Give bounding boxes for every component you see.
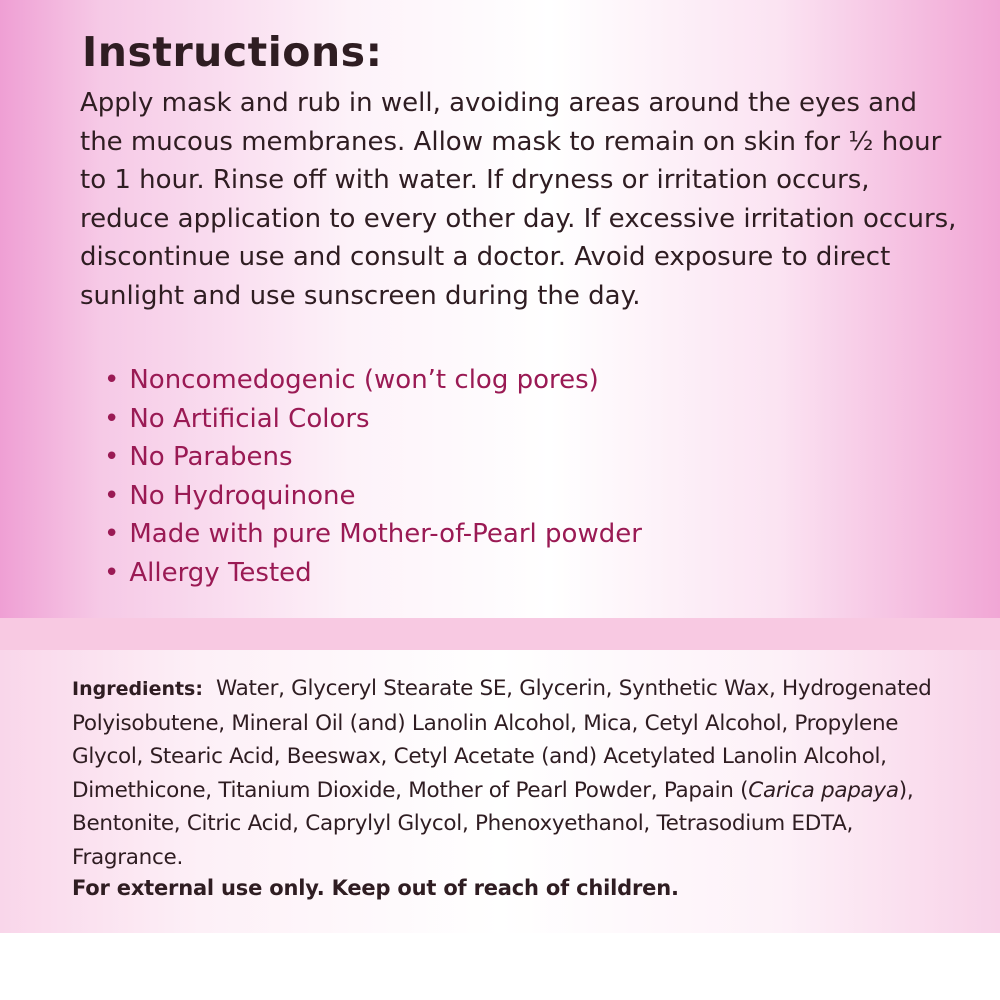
ingredients-list-part2: ), Bentonite, Citric Acid, Caprylyl Glycol, Phenoxyethanol, Tetrasodium EDTA, Fragrance. xyxy=(72,777,914,870)
benefit-item-no-hydroquinone: • No Hydroquinone xyxy=(104,477,642,516)
benefit-item-allergy-tested: • Allergy Tested xyxy=(104,554,642,593)
instructions-paragraph: Apply mask and rub in well, avoiding areas around the eyes and the mucous membranes. Allow mask to remain on skin for ½ hour to 1 hour. Rinse off with water. If dryness or irritation occurs, reduce application to every other day. If excessive irritation occurs, discontinue use and consult a doctor. Avoid exposure to direct sunlight and use sunscreen during the day. xyxy=(80,88,957,311)
benefits-list xyxy=(104,361,642,592)
benefit-item-no-artificial-colors: • No Artificial Colors xyxy=(104,400,642,439)
ingredients-botanical-name: Carica papaya xyxy=(748,777,899,803)
benefit-item-no-parabens: • No Parabens xyxy=(104,438,642,477)
divider-band xyxy=(0,618,1000,650)
ingredients-label: Ingredients: xyxy=(72,678,203,700)
safety-warning: For external use only. Keep out of reach of children. xyxy=(72,876,679,900)
ingredients-list-part1: Water, Glyceryl Stearate SE, Glycerin, Synthetic Wax, Hydrogenated Polyisobutene, Mineral Oil (and) Lanolin Alcohol, Mica, Cetyl Alcohol, Propylene Glycol, Stearic Acid, Beeswax, Cetyl Acetate (and) Acetylated Lanolin Alcohol, Dimethicone, Titanium Dioxide, Mother of Pearl Powder, Papain ( xyxy=(72,676,932,803)
ingredients-text xyxy=(72,672,952,874)
benefit-item-mother-of-pearl: • Made with pure Mother-of-Pearl powder xyxy=(104,515,642,554)
benefit-item-noncomedogenic: • Noncomedogenic (won’t clog pores) xyxy=(104,361,642,400)
instructions-heading: Instructions: xyxy=(82,28,383,76)
